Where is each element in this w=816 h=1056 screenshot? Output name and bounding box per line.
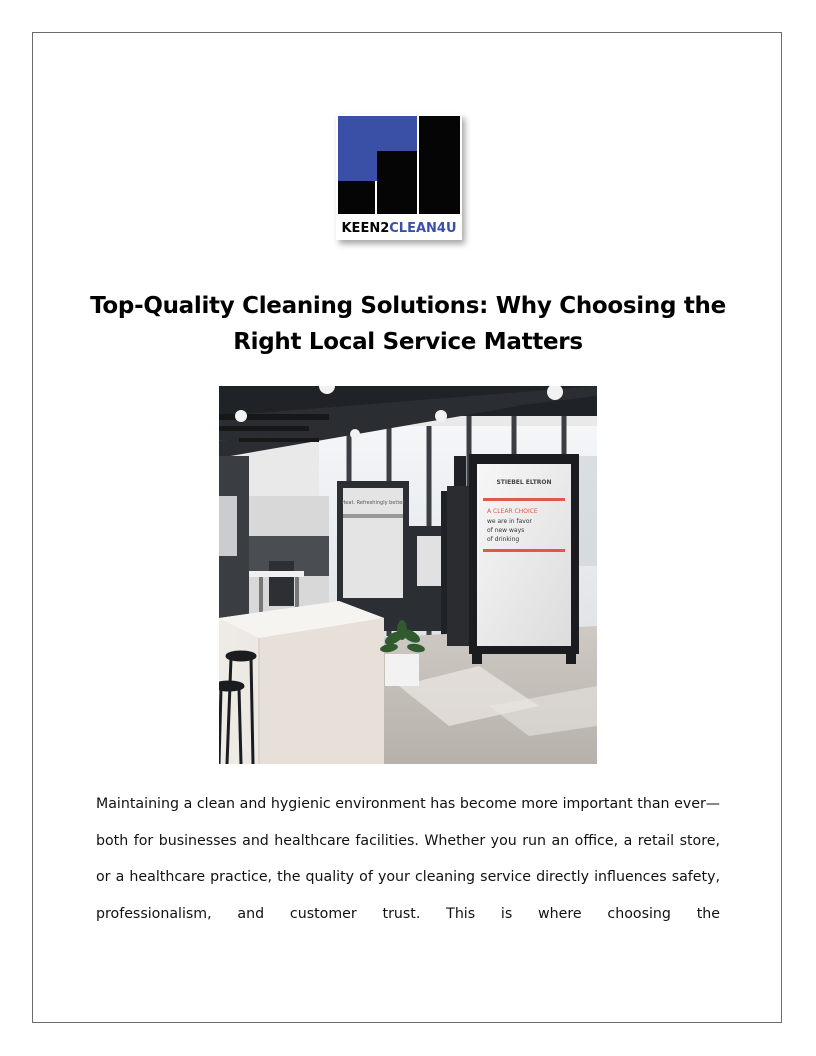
svg-text:KEEN2CLEAN4U bbox=[341, 221, 456, 236]
kiosk-line-3: of new ways bbox=[487, 527, 525, 534]
keen2clean4u-logo bbox=[336, 114, 462, 240]
logo-text-keen2: KEEN2 bbox=[341, 221, 390, 236]
article-body: Maintaining a clean and hygienic environment has become more important than ever—both for businesses and healthcare facilities. Whether you run an office, a retail store, or a healthcare practice, the quality of your cleaning service directly influences safety, professionalism, and customer trust. This is where choosing the bbox=[96, 796, 720, 922]
kiosk-line-1: A CLEAR CHOICE bbox=[487, 508, 538, 515]
kiosk-line-2: we are in favor bbox=[487, 518, 532, 525]
article-title bbox=[60, 288, 756, 360]
hero-image-office-interior bbox=[219, 386, 597, 764]
article-title-line-2: Right Local Service Matters bbox=[233, 329, 583, 355]
kiosk-line-4: of drinking bbox=[487, 536, 520, 543]
small-panel-text: Heat. Refreshingly better bbox=[341, 500, 405, 506]
logo-text-clean4u: CLEAN4U bbox=[389, 221, 457, 236]
article-title-line-1: Top-Quality Cleaning Solutions: Why Choosing the bbox=[90, 293, 726, 319]
kiosk-header-text: STIEBEL ELTRON bbox=[496, 479, 552, 486]
